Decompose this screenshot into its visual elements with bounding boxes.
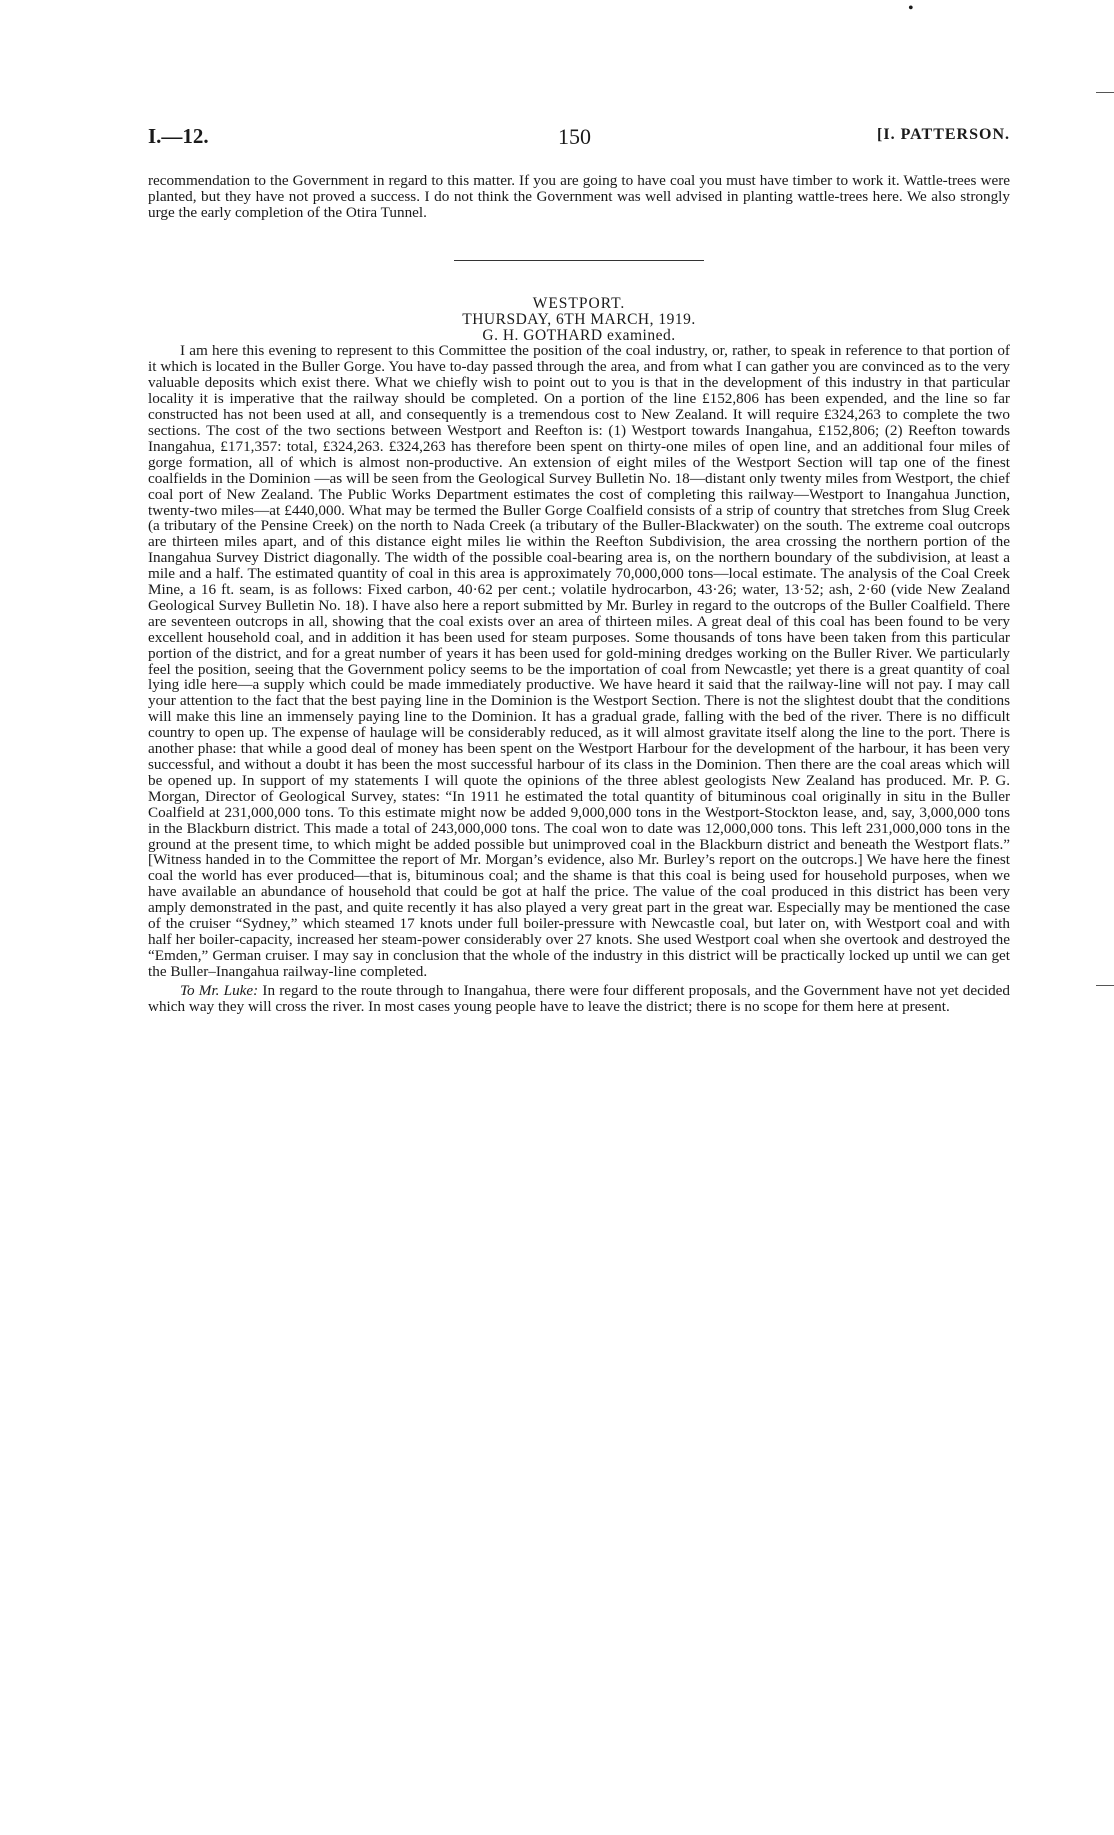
- top-mark: •: [908, 0, 914, 17]
- section-divider: [454, 260, 704, 261]
- page-header: [148, 124, 1010, 154]
- margin-mark: [1096, 985, 1114, 986]
- question-prefix: To Mr. Luke:: [180, 981, 259, 999]
- witness-name: [I. PATTERSON.: [877, 126, 1010, 143]
- document-body: [148, 173, 1010, 1015]
- margin-mark: [1096, 92, 1114, 93]
- paper-reference: I.—12.: [148, 124, 209, 148]
- page-number: 150: [558, 124, 591, 149]
- section-title: WESTPORT.: [532, 294, 626, 312]
- continuation-paragraph: recommendation to the Government in regard to this matter. If you are going to have coal you must have timber to work it. Wattle-trees were planted, but they have not proved a success. I do not think the Government was well advised in planting wattle-trees here. We also strongly urge the early completion of the Otira Tunnel.: [148, 172, 1010, 221]
- question-paragraph: [148, 983, 1010, 1015]
- testimony-paragraph: I am here this evening to represent to this Committee the position of the coal industry, or, rather, to speak in reference to that portion of it which is located in the Buller Gorge. You have to-day passed through the area, and from what I can gather you are convinced as to the very valuable deposits which exist there. What we chiefly wish to point out to you is that in the development of this industry in that particular locality it is imperative that the railway should be completed. On a portion of the line £152,806 has been expended, and the line so far constructed has not been used at all, and consequently is a tremendous cost to New Zealand. It will require £324,263 to complete the two sections. The cost of the two sections between Westport and Reefton is: (1) Westport towards Inangahua, £152,806; (2) Reefton towards Inangahua, £171,357: total, £324,263. £324,263 has therefore been spent on thirty-one miles of open line, and an additional four miles of gorge formation, all of which is almost non-productive. An extension of eight miles of the Westport Section will tap one of the finest coalfields in the Dominion —as will be seen from the Geological Survey Bulletin No. 18—distant only twenty miles from Westport, the chief coal port of New Zealand. The Public Works Department estimates the cost of completing this railway—Westport to Inangahua Junction, twenty-two miles—at £440,000. What may be termed the Buller Gorge Coalfield consists of a strip of country that stretches from Slug Creek (a tributary of the Pensine Creek) on the north to Nada Creek (a tributary of the Buller-Blackwater) on the south. The extreme coal outcrops are thirteen miles apart, and of this distance eight miles lie within the Reefton Subdivision, the area crossing the northern portion of the Inangahua Survey District diagonally. The width of the possible coal-bearing area is, on the northern boundary of the subdivision, at least a mile and a half. The estimated quantity of coal in this area is approximately 70,000,000 tons—local estimate. The analysis of the Coal Creek Mine, a 16 ft. seam, is as follows: Fixed carbon, 40·62 per cent.; volatile hydrocarbon, 43·26; water, 13·52; ash, 2·60 (vide New Zealand Geological Survey Bulletin No. 18). I have also here a report submitted by Mr. Burley in regard to the outcrops of the Buller Coalfield. There are seventeen outcrops in all, showing that the coal exists over an area of thirteen miles. A great deal of this coal has been found to be very excellent household coal, and in addition it has been used for steam purposes. Some thousands of tons have been taken from this particular portion of the district, and for a great number of years it has been used for gold-mining dredges working on the Buller River. We particularly feel the position, seeing that the Government policy seems to be the importation of coal from Newcastle; yet there is a great quantity of coal lying idle here—a supply which could be made immediately productive. We have heard it said that the railway-line will not pay. I may call your attention to the fact that the best paying line in the Dominion is the Westport Section. There is not the slightest doubt that the conditions will make this line an immensely paying line to the Dominion. It has a gradual grade, falling with the bed of the river. There is no difficult country to open up. The expense of haulage will be considerably reduced, as it will almost gravitate itself along the line to the port. There is another phase: that while a good deal of money has been spent on the Westport Harbour for the development of the harbour, it has been very successful, and without a doubt it has been the most successful harbour of its class in the Dominion. Then there are the coal areas which will be opened up. In support of my statements I will quote the opinions of the three ablest geologists New Zealand has produced. Mr. P. G. Morgan, Director of Geological Survey, states: “In 1911 he estimated the total quantity of bituminous coal originally in situ in the Buller Coalfield at 231,000,000 tons. To this estimate might now be added 9,000,000 tons in the Westport-Stockton lease, and, say, 3,000,000 tons in the Blackburn district. This made a total of 243,000,000 tons. The coal won to date was 12,000,000 tons. This left 231,000,000 tons in the ground at the present time, to which might be added possible but unimproved coal in the Blackburn district and beneath the Westport flats.” [Witness handed in to the Committee the report of Mr. Morgan’s evidence, also Mr. Burley’s report on the outcrops.] We have here the finest coal the world has ever produced—that is, bituminous coal; and the shame is that this coal is being used for household purposes, when we have available an abundance of household that could be got at half the price. The value of the coal produced in this district has been very amply demonstrated in the past, and quite recently it has also played a very great part in the great war. Especially may be mentioned the case of the cruiser “Sydney,” which steamed 17 knots under full boiler-pressure with Newcastle coal, but later on, with Westport coal and with half her boiler-capacity, increased her steam-power considerably over 27 knots. She used Westport coal when she overtook and destroyed the “Emden,” German cruiser. I may say in conclusion that the whole of the industry in this district will be practically locked up until we can get the Buller–Inangahua railway-line completed.: [148, 342, 1010, 980]
- section-date: THURSDAY, 6TH MARCH, 1919.: [462, 310, 696, 328]
- question-text: In regard to the route through to Inangahua, there were four different proposals, and the Government have not yet decided which way they will cross the river. In most cases young people have to leave the district; there is no scope for them here at present.: [148, 981, 1011, 1015]
- witness-examined: G. H. GOTHARD examined.: [482, 326, 676, 344]
